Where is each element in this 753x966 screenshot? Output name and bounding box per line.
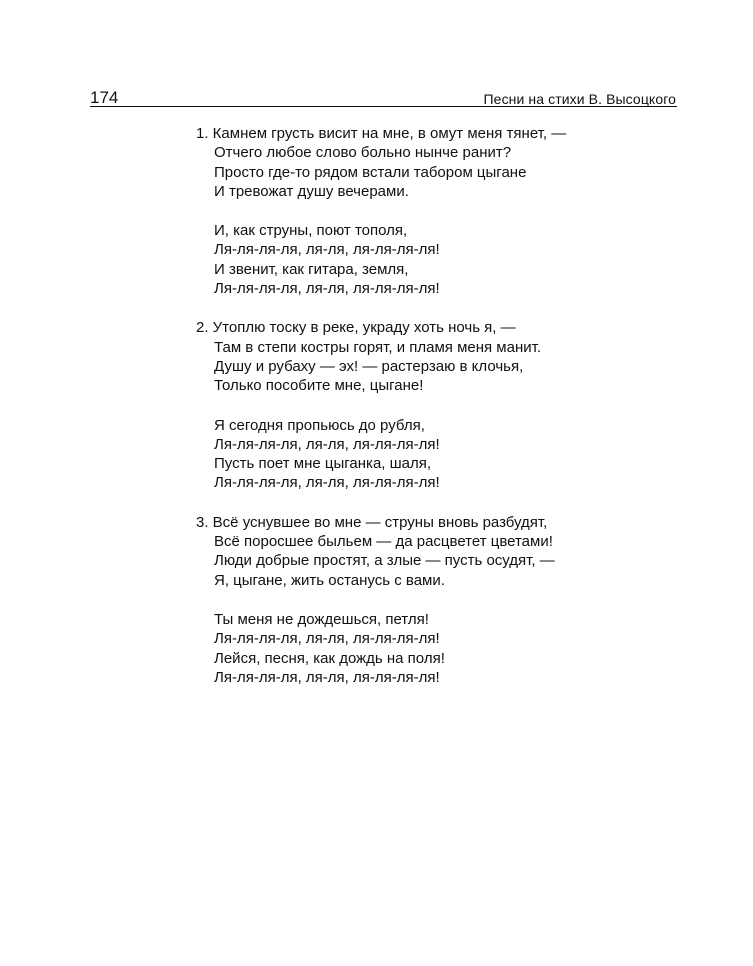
refrain-line: Ля-ля-ля-ля, ля-ля, ля-ля-ля-ля!: [214, 280, 440, 298]
running-title: Песни на стихи В. Высоцкого: [483, 91, 676, 107]
verse-line: 2. Утоплю тоску в реке, украду хоть ночь я, —: [196, 319, 516, 337]
refrain-line: Пусть поет мне цыганка, шаля,: [214, 455, 432, 473]
verse-line: И тревожат душу вечерами.: [214, 182, 409, 200]
verse-line: Всё поросшее быльем — да расцветет цветами!: [214, 533, 553, 551]
refrain-line: Ля-ля-ля-ля, ля-ля, ля-ля-ля-ля!: [214, 630, 440, 648]
verse-3-stanza: [196, 513, 616, 590]
refrain-line: И, как струны, поют тополя,: [214, 222, 408, 240]
verse-2-refrain: [196, 416, 616, 493]
header-rule: [90, 106, 677, 107]
verse-line: Отчего любое слово больно нынче ранит?: [214, 144, 512, 162]
verse-2-stanza: [196, 318, 616, 395]
refrain-line: Ля-ля-ля-ля, ля-ля, ля-ля-ля-ля!: [214, 668, 440, 686]
verse-1-stanza: [196, 124, 616, 201]
refrain-line: Ля-ля-ля-ля, ля-ля, ля-ля-ля-ля!: [214, 474, 440, 492]
refrain-line: Ля-ля-ля-ля, ля-ля, ля-ля-ля-ля!: [214, 241, 440, 259]
verse-line: 3. Всё уснувшее во мне — струны вновь разбудят,: [196, 513, 548, 531]
verse-line: 1. Камнем грусть висит на мне, в омут меня тянет, —: [196, 125, 567, 142]
refrain-line: Я сегодня пропьюсь до рубля,: [214, 416, 425, 434]
refrain-line: И звенит, как гитара, земля,: [214, 260, 409, 278]
refrain-line: Ты меня не дождешься, петля!: [214, 610, 429, 628]
verse-line: Просто где-то рядом встали табором цыгане: [214, 163, 527, 181]
refrain-line: Ля-ля-ля-ля, ля-ля, ля-ля-ля-ля!: [214, 435, 440, 453]
verse-3-refrain: [196, 610, 616, 687]
refrain-line: Лейся, песня, как дождь на поля!: [214, 649, 445, 667]
verse-line: Душу и рубаху — эх! — растерзаю в клочья,: [214, 357, 524, 375]
verse-line: Я, цыгане, жить останусь с вами.: [214, 571, 445, 589]
verse-line: Там в степи костры горят, и пламя меня манит.: [214, 338, 542, 356]
verse-line: Только пособите мне, цыгане!: [214, 377, 424, 395]
verse-1-refrain: [196, 221, 616, 298]
verse-line: Люди добрые простят, а злые — пусть осудят, —: [214, 552, 555, 570]
poem-text: [196, 124, 616, 687]
page-number: 174: [90, 88, 119, 107]
